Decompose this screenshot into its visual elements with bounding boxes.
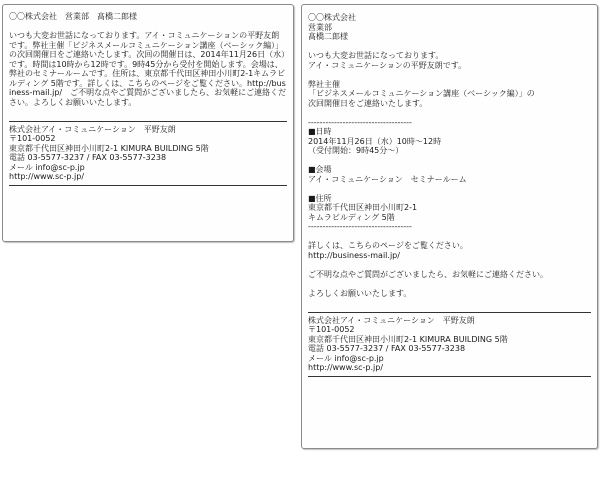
email-sample-formatted — [301, 4, 598, 449]
signature-line: 株式会社アイ・コミュニケーション 平野友朗 — [9, 124, 176, 134]
signature-line: 電話 03-5577-3237 / FAX 03-5577-3238 — [308, 344, 466, 353]
greeting-line: いつも大変お世話になっております。 — [308, 51, 444, 60]
dashed-divider: ------------------------------------ — [308, 222, 412, 231]
signature-block — [308, 316, 591, 373]
address-line: 東京都千代田区神田小川町2-1 — [308, 203, 418, 212]
date-line: （受付開始：9時45分～） — [308, 146, 404, 155]
addressee — [308, 13, 591, 42]
intro — [308, 80, 591, 109]
address-heading: ■住所 — [308, 193, 332, 203]
signature-line: http://www.sc-p.jp/ — [9, 172, 85, 181]
addressee-line: 営業部 — [308, 22, 332, 32]
venue-heading: ■会場 — [308, 165, 332, 174]
signature-line: 東京都千代田区神田小川町2-1 KIMURA BUILDING 5階 — [308, 334, 508, 344]
signature-line: 〒101-0052 — [308, 325, 355, 334]
questions-line: ご不明な点やご質問がございましたら、お気軽にご連絡ください。 — [308, 269, 548, 279]
dashed-divider: ------------------------------------ — [308, 117, 412, 127]
intro-line: 弊社主催 — [308, 79, 340, 89]
signature-line: 株式会社アイ・コミュニケーション 平野友朗 — [308, 315, 475, 325]
addressee-line: 〇〇株式会社 — [308, 13, 356, 22]
date-line: 2014年11月26日（水）10時～12時 — [308, 136, 442, 146]
address-line: キムラビルディング 5階 — [308, 212, 395, 222]
intro-line: 次回開催日をご連絡いたします。 — [308, 98, 428, 108]
signature-line: メール info@sc-p.jp — [9, 162, 85, 172]
greeting-line: アイ・コミュニケーションの平野友朗です。 — [308, 60, 467, 70]
addressee-line: 髙橋二郎様 — [308, 32, 348, 41]
signature-divider — [9, 121, 287, 122]
closing-line: よろしくお願いいたします。 — [308, 288, 412, 298]
signature-line: メール info@sc-p.jp — [308, 353, 384, 363]
signature-line: 〒101-0052 — [9, 134, 56, 143]
signature-line: 電話 03-5577-3237 / FAX 03-5577-3238 — [9, 153, 167, 162]
venue-line: アイ・コミュニケーション セミナールーム — [308, 174, 467, 184]
addressee: 〇〇株式会社 営業部 髙橋二郎様 — [9, 12, 137, 21]
signature-line: http://www.sc-p.jp/ — [308, 363, 384, 372]
email-sample-unformatted — [2, 4, 294, 242]
details-link: http://business-mail.jp/ — [308, 250, 400, 260]
signature-block — [9, 125, 287, 182]
signature-divider — [9, 185, 287, 186]
signature-line: 東京都千代田区神田小川町2-1 KIMURA BUILDING 5階 — [9, 143, 209, 153]
signature-divider — [308, 312, 591, 313]
intro-line: 「ビジネスメールコミュニケーション講座（ベーシック編）」の — [308, 89, 535, 98]
signature-divider — [308, 376, 591, 377]
details-line: 詳しくは、こちらのページをご覧ください。 — [308, 241, 468, 250]
email-body: いつも大変お世話になっております。アイ・コミュニケーションの平野友朗です。弊社主催「ビジネスメールコミュニケーション講座（ベーシック編）」の次回開催日をご連絡いたします。次回の開催日は、2014年11月26日（水）です。時間は10時から12時です。9時45分から受付を開始します。会場は、弊社のセミナールームです。住所は、東京都千代田区神田小川町2-1キムラビルディング 5階です。詳しくは、こちらのページをご覧ください。http://business-mail.jp/ ご不明な点やご質問がございましたら、お気軽にご連絡ください。よろしくお願いいたします。 — [9, 31, 287, 107]
greeting — [308, 51, 591, 70]
date-heading: ■日時 — [308, 127, 332, 136]
